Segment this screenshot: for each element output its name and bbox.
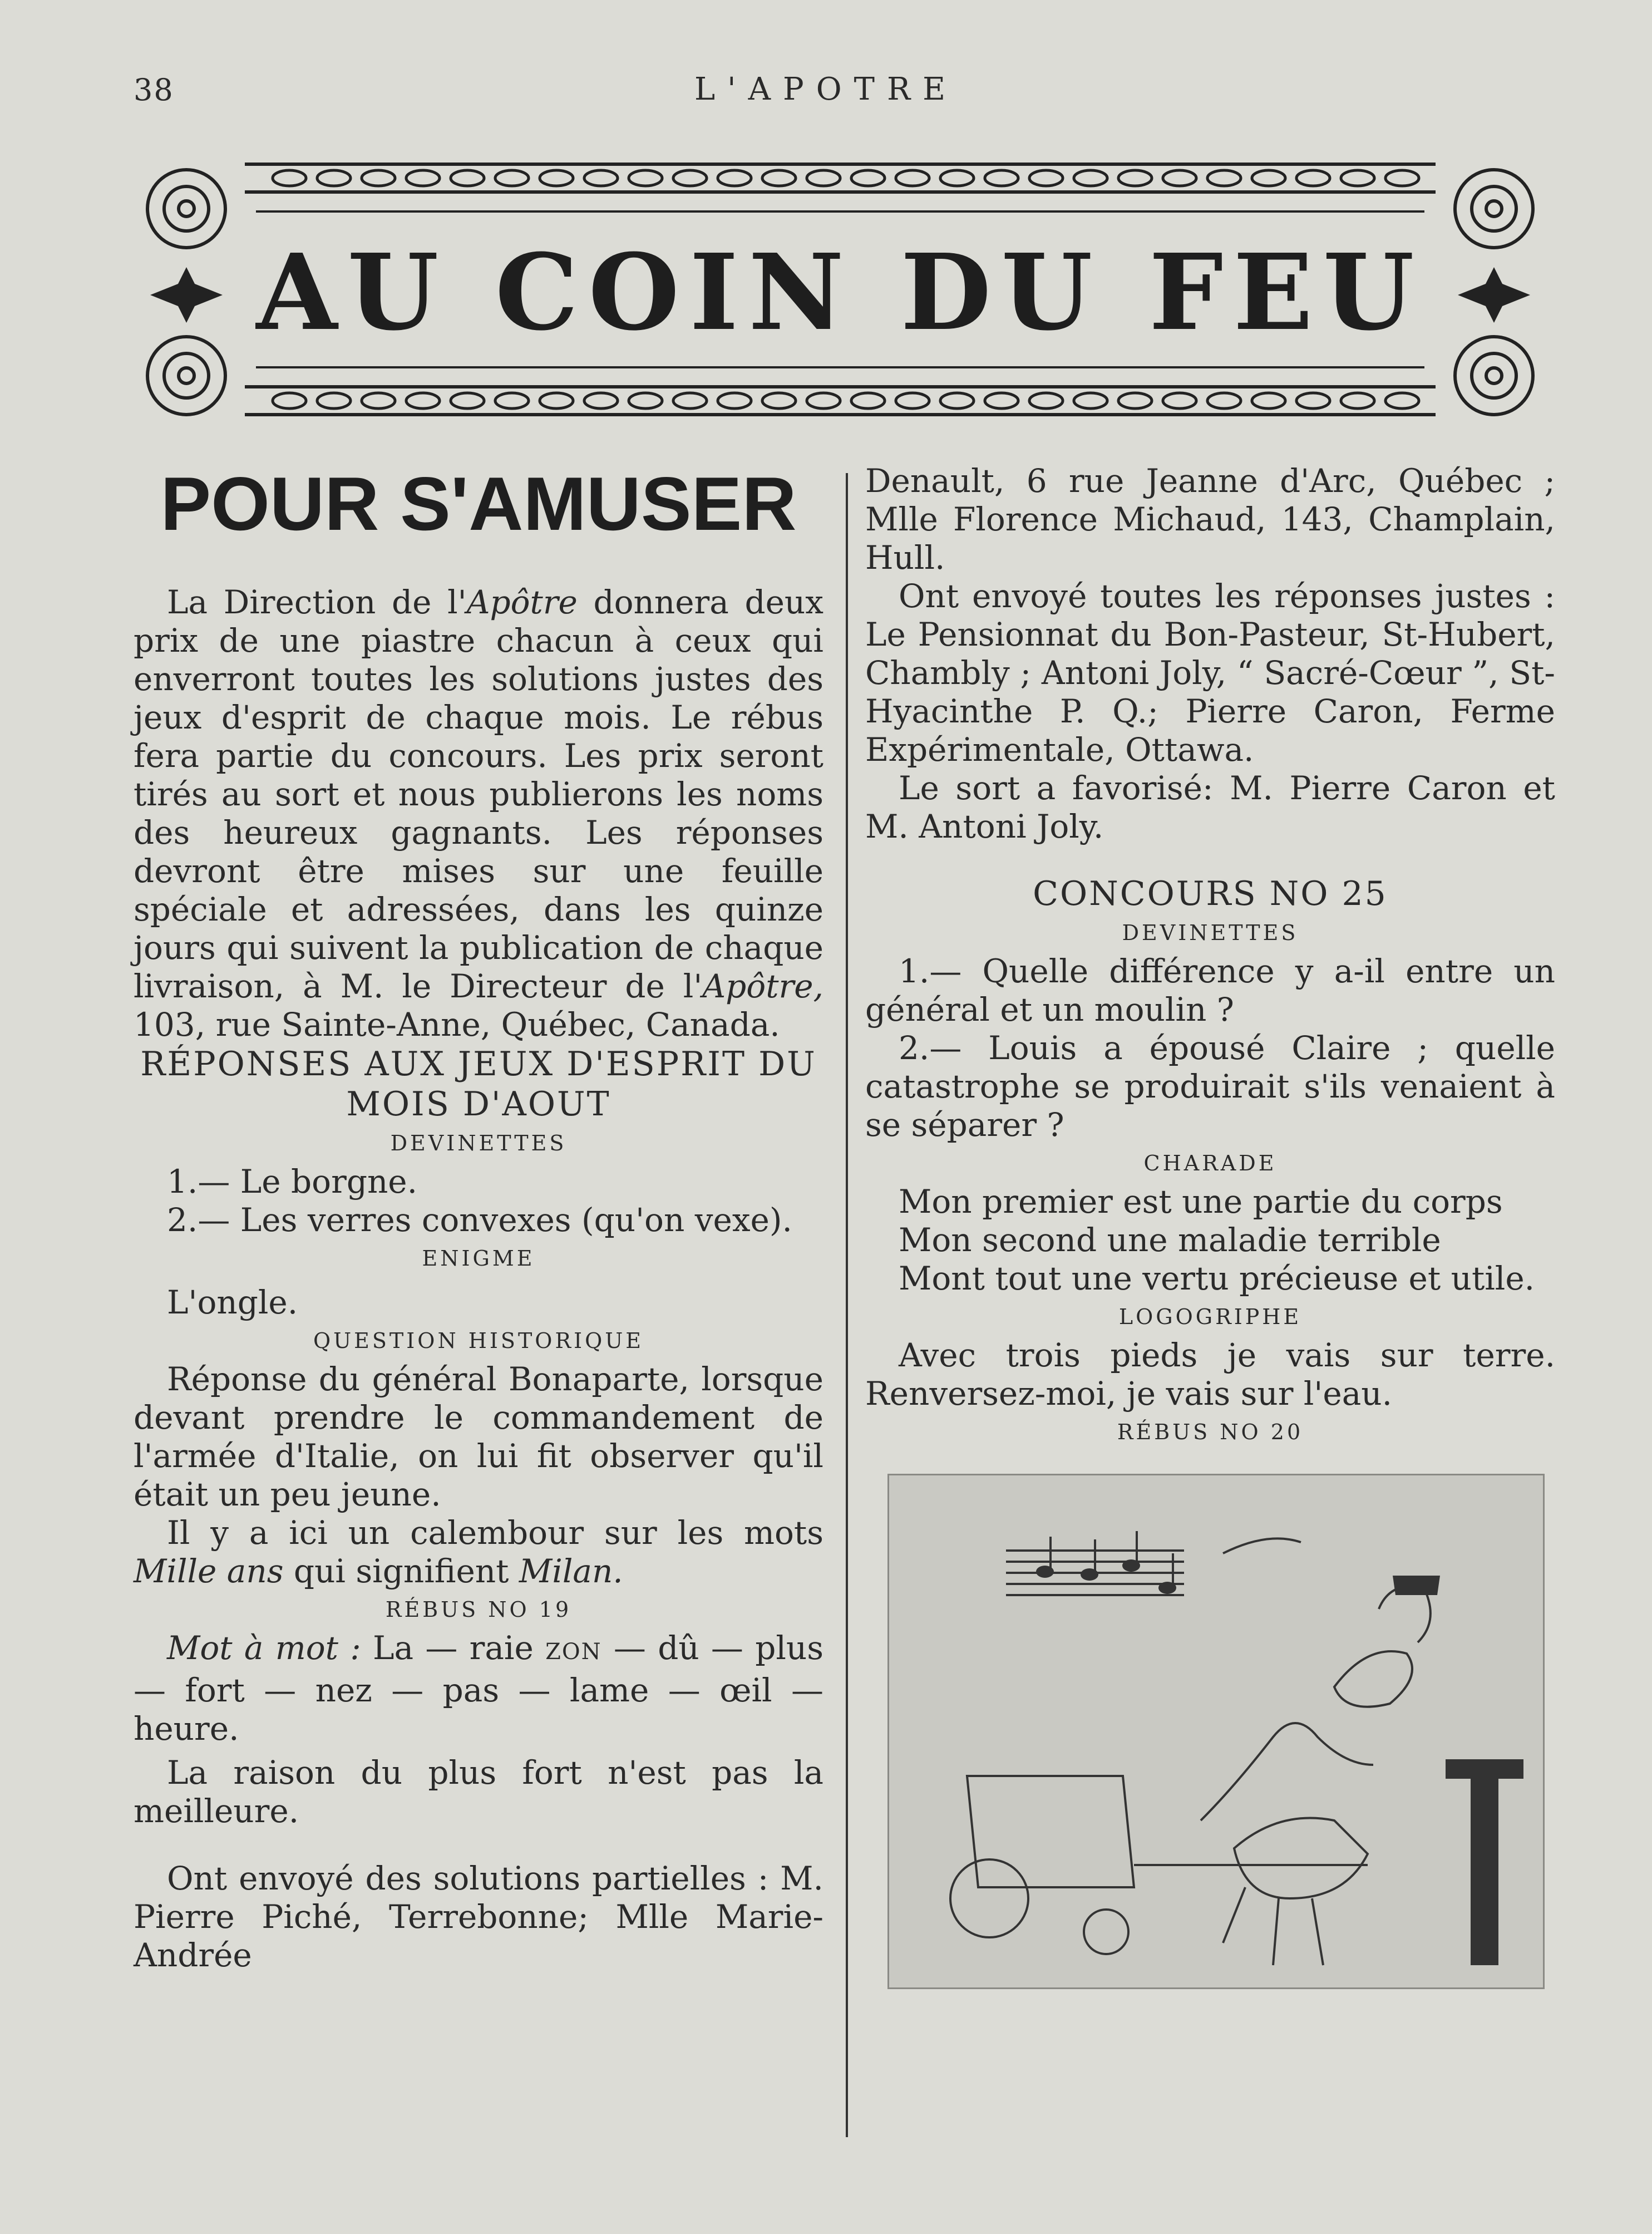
- intro-paragraph: La Direction de l'Apôtre donnera deux prix de une piastre chacun à ceux qui enverront toutes les solutions justes des jeux d'esprit de chaque mois. Le rébus fera partie du concours. Les prix seront tirés au sort et nous publierons les noms des heureux gagnants. Les réponses devront être mises sur une feuille spéciale et adressées, dans les quinze jours qui suivent la publication de chaque livraison, à M. le Directeur de l'Apôtre, 103, rue Sainte-Anne, Québec, Canada.: [134, 583, 823, 1044]
- charade-heading: CHARADE: [1143, 1151, 1277, 1175]
- ornamental-banner: [134, 147, 1547, 442]
- rebus-19-word-by-word: Mot à mot : La — raie ZON — dû — plus — fort — nez — pas — lame — œil — heure.: [134, 1629, 823, 1748]
- question-pun: Il y a ici un calembour sur les mots Mille ans qui signifient Milan.: [134, 1514, 823, 1590]
- rebus-drawing: [889, 1475, 1543, 1987]
- devinettes-heading-2: DEVINETTES: [1122, 921, 1299, 945]
- page-number: 38: [134, 72, 174, 107]
- rebus-19-heading: RÉBUS NO 19: [385, 1597, 572, 1622]
- running-title: L'APOTRE: [694, 71, 958, 107]
- charade-line-3: Mont tout une vertu précieuse et utile.: [899, 1259, 1535, 1297]
- rebus-20-illustration: [887, 1474, 1545, 1989]
- devinette-answer-2: 2.— Les verres convexes (qu'on vexe).: [167, 1201, 792, 1239]
- enigme-answer: L'ongle.: [167, 1283, 298, 1321]
- question-heading: QUESTION HISTORIQUE: [313, 1328, 644, 1353]
- concours-heading: CONCOURS NO 25: [1033, 874, 1388, 913]
- right-column: [865, 462, 1555, 1989]
- riddle-2: 2.— Louis a épousé Claire ; quelle catastrophe se produirait s'ils venaient à se séparer ?: [865, 1029, 1555, 1144]
- question-answer: Réponse du général Bonaparte, lorsque devant prendre le commandement de l'armée d'Italie, on lui fit observer qu'il était un peu jeune.: [134, 1360, 823, 1513]
- column-divider: [846, 473, 848, 2137]
- left-column: [134, 462, 823, 1975]
- partial-solutions: Ont envoyé des solutions partielles : M. Pierre Piché, Terrebonne; Mlle Marie-Andrée: [134, 1859, 823, 1974]
- winners: Le sort a favorisé: M. Pierre Caron et M. Antoni Joly.: [865, 769, 1555, 845]
- banner-title: AU COIN DU FEU: [256, 231, 1424, 354]
- devinettes-heading: DEVINETTES: [390, 1131, 567, 1155]
- charade-line-1: Mon premier est une partie du corps: [899, 1183, 1503, 1221]
- enigme-heading: ENIGME: [422, 1246, 535, 1271]
- correct-solutions: Ont envoyé toutes les réponses justes : Le Pensionnat du Bon-Pasteur, St-Hubert, Chambly ; Antoni Joly, “ Sacré-Cœur ”, St-Hyacinthe P. Q.; Pierre Caron, Ferme Expérimentale, Ottawa.: [865, 577, 1555, 769]
- devinette-answer-1: 1.— Le borgne.: [167, 1163, 418, 1200]
- rebus-20-heading: RÉBUS NO 20: [1117, 1420, 1304, 1444]
- answers-heading: RÉPONSES AUX JEUX D'ESPRIT DU MOIS D'AOUT: [140, 1045, 817, 1124]
- riddle-1: 1.— Quelle différence y a-il entre un général et un moulin ?: [865, 952, 1555, 1029]
- logogriphe-text: Avec trois pieds je vais sur terre. Renversez-moi, je vais sur l'eau.: [865, 1336, 1555, 1413]
- charade-line-2: Mon second une maladie terrible: [899, 1221, 1441, 1259]
- partial-solutions-continued: Denault, 6 rue Jeanne d'Arc, Québec ; Mlle Florence Michaud, 143, Champlain, Hull.: [865, 462, 1555, 577]
- logogriphe-heading: LOGOGRIPHE: [1118, 1305, 1302, 1329]
- rebus-19-answer: La raison du plus fort n'est pas la meilleure.: [134, 1754, 823, 1830]
- section-title: POUR S'AMUSER: [160, 461, 797, 546]
